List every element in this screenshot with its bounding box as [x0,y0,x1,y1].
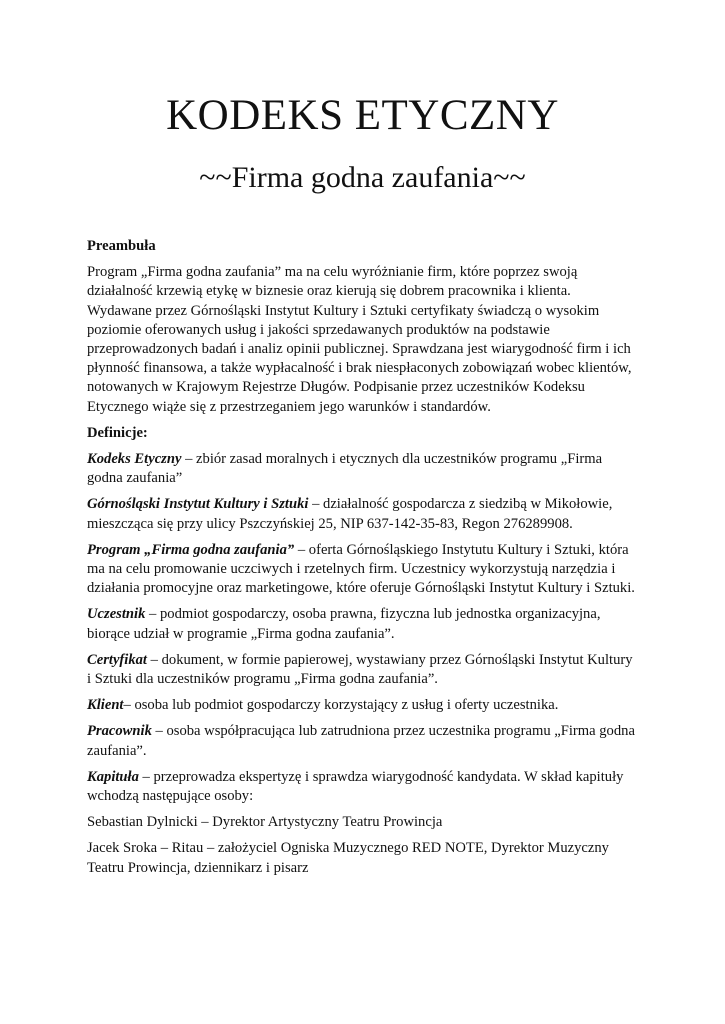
member-entry: Jacek Sroka – Ritau – założyciel Ogniska Muzycznego RED NOTE, Dyrektor Muzyczny Teatru Prowincja, dziennikarz i pisarz [87,840,609,876]
definition-term: Kapituła [87,768,139,785]
definition-item [87,722,637,760]
definition-term: Certyfikat [87,651,147,668]
definition-text: – zbiór zasad moralnych i etycznych dla uczestników programu „Firma godna zaufania” [87,451,603,487]
definition-text: – osoba lub podmiot gospodarczy korzystający z usług i oferty uczestnika. [123,697,559,714]
definition-text: – działalność gospodarcza z siedzibą w Mikołowie, mieszcząca się przy ulicy Pszczyńskiej 25, NIP 637-142-35-83, Regon 276289908. [87,496,613,532]
document-title: KODEKS ETYCZNY [166,92,559,139]
preamble-heading: Preambuła [87,238,156,254]
definitions-heading: Definicje: [87,424,148,441]
definition-term: Kodeks Etyczny [87,451,182,468]
document-subtitle: ~~Firma godna zaufania~~ [199,161,526,194]
definition-item [87,651,637,689]
definition-item [87,696,637,715]
definition-term: Pracownik [87,723,152,740]
definition-text: – osoba współpracująca lub zatrudniona przez uczestnika programu „Firma godna zaufania”. [87,723,635,759]
definition-term: Klient [87,697,124,714]
preamble-paragraph: Program „Firma godna zaufania” ma na celu wyróżnianie firm, które poprzez swoją działalność krzewią etykę w biznesie oraz kierują się dobrem pracownika i klienta. Wydawane przez Górnośląski Instytut Kultury i Sztuki certyfikaty świadczą o wysokim poziomie oferowanych usług i jakości sprzedawanych produktów na podstawie przeprowadzonych badań i analiz opinii publicznej. Sprawdzana jest wiarygodność firm i ich płynność finansowa, a także wypłacalność i brak niespłaconych zobowiązań wobec klientów, notowanych w Krajowym Rejestrze Długów. Podpisanie przez uczestników Kodeksu Etycznego wiąże się z przestrzeganiem jego warunków i standardów. [87,264,632,415]
member-entry: Sebastian Dylnicki – Dyrektor Artystyczny Teatru Prowincja [87,814,443,831]
document-body [87,237,637,885]
definition-text: – przeprowadza ekspertyzę i sprawdza wiarygodność kandydata. W skład kapituły wchodzą następujące osoby: [87,768,624,805]
definition-item [87,450,637,488]
definition-item [87,541,637,599]
definition-text: – dokument, w formie papierowej, wystawiany przez Górnośląski Instytut Kultury i Sztuki dla uczestników programu „Firma godna zaufania”. [87,651,633,688]
definition-item [87,768,637,806]
definition-term: Program „Firma godna zaufania” [87,541,295,558]
definition-term: Uczestnik [87,606,146,623]
definition-text: – podmiot gospodarczy, osoba prawna, fizyczna lub jednostka organizacyjna, biorące udział w programie „Firma godna zaufania”. [87,606,601,642]
definition-item [87,605,637,643]
definition-item [87,495,637,533]
definition-text: – oferta Górnośląskiego Instytutu Kultury i Sztuki, która ma na celu promowanie uczciwych i rzetelnych firm. Uczestnicy wykorzystują narzędzia i działania promocyjne oraz marketingowe, które oferuje Górnośląski Instytut Kultury i Sztuki. [87,541,635,597]
definition-term: Górnośląski Instytut Kultury i Sztuki [87,496,309,513]
